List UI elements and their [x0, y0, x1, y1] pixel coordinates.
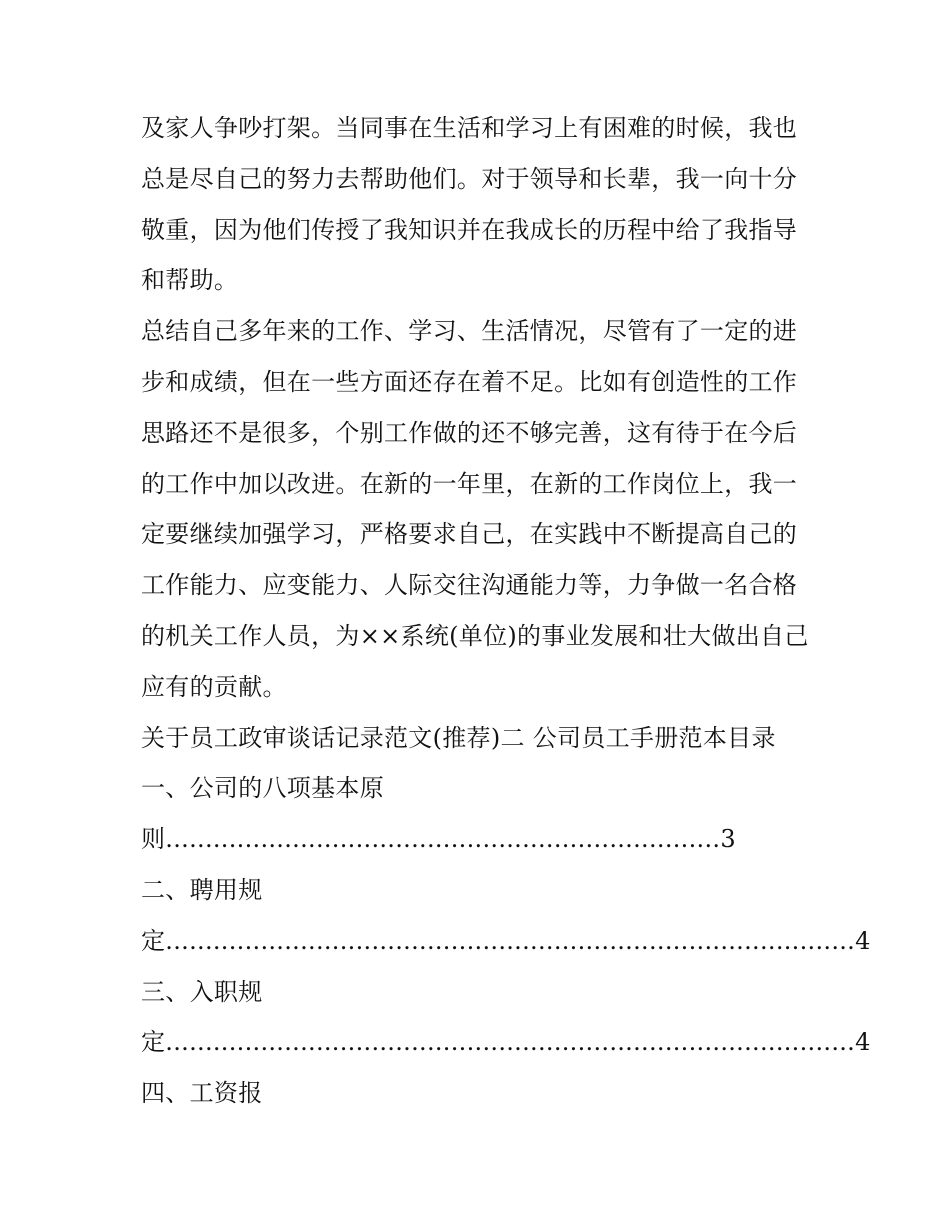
text-line: 的机关工作人员，为××系统(单位)的事业发展和壮大做出自己 [141, 621, 809, 650]
toc-title: 一、公司的八项基本原 [141, 774, 384, 803]
text-line: 思路还不是很多，个别工作做的还不够完善，这有待于在今后 [141, 418, 798, 447]
toc-leader: 定.......................................................................................4 [141, 926, 871, 955]
text-line: 定要继续加强学习，严格要求自己，在实践中不断提高自己的 [141, 520, 798, 549]
text-line: 应有的贡献。 [141, 672, 287, 701]
text-line: 工作能力、应变能力、人际交往沟通能力等，力争做一名合格 [141, 571, 798, 600]
text-line: 及家人争吵打架。当同事在生活和学习上有困难的时候，我也 [141, 114, 798, 142]
text-line: 总结自己多年来的工作、学习、生活情况，尽管有了一定的进 [141, 317, 798, 346]
table-of-contents [141, 763, 871, 1119]
section-heading [141, 713, 821, 764]
document-page [141, 103, 871, 1119]
text-line: 步和成绩，但在一些方面还存在着不足。比如有创造性的工作 [141, 367, 798, 396]
toc-title: 二、聘用规 [141, 875, 263, 904]
toc-leader: 定.......................................................................................4 [141, 1028, 871, 1057]
toc-title: 三、入职规 [141, 977, 263, 1006]
heading-line: 关于员工政审谈话记录范文(推荐)二 公司员工手册范本目录 [141, 723, 776, 752]
paragraph-summary [141, 306, 821, 712]
toc-title: 四、工资报 [141, 1079, 263, 1108]
text-line: 敬重，因为他们传授了我知识并在我成长的历程中给了我指导 [141, 215, 798, 244]
toc-leader: 则......................................................................3 [141, 825, 736, 854]
text-line: 和帮助。 [141, 266, 239, 295]
text-line: 总是尽自己的努力去帮助他们。对于领导和长辈，我一向十分 [141, 164, 798, 193]
text-line: 的工作中加以改进。在新的一年里，在新的工作岗位上，我一 [141, 469, 798, 498]
paragraph-colleagues [141, 103, 821, 306]
